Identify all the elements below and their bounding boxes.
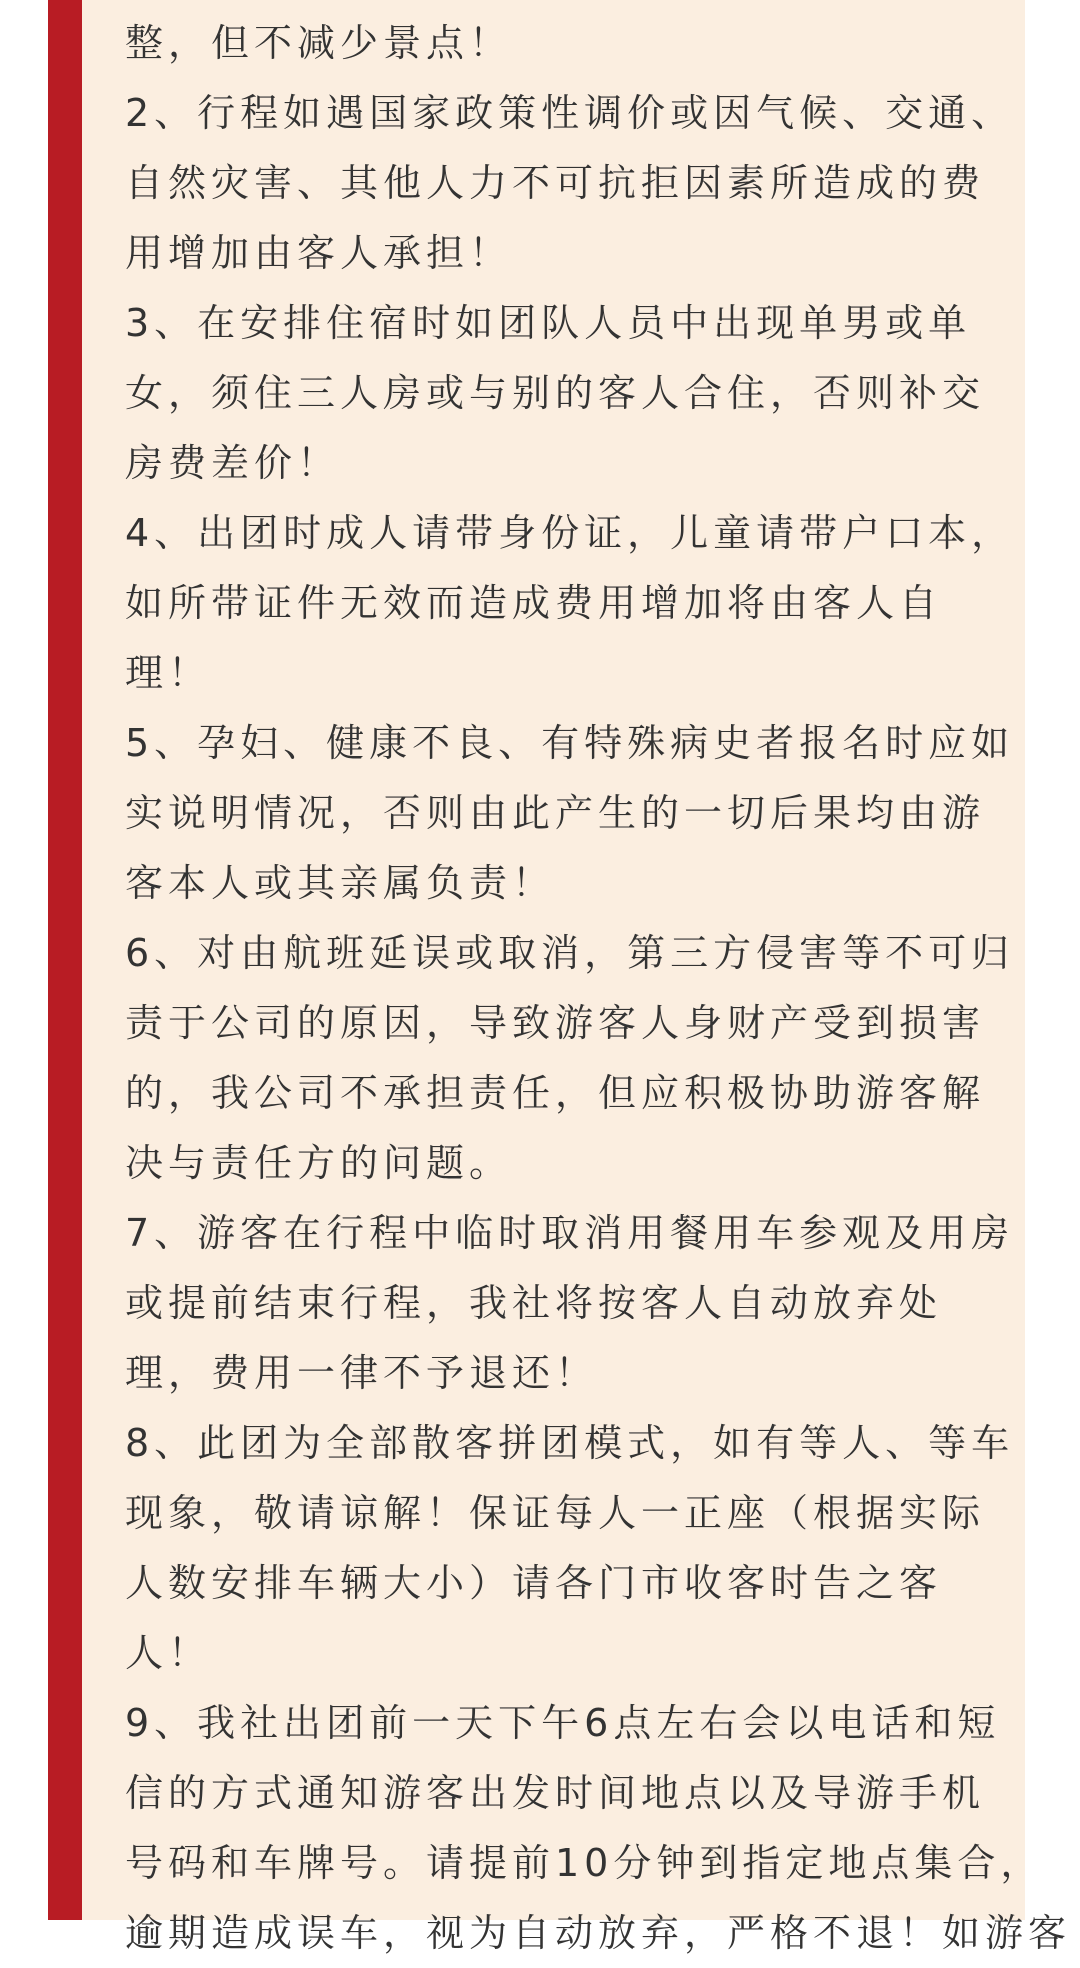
notice-line: 人数安排车辆大小）请各门市收客时告之客 (125, 1561, 943, 1605)
accent-bar (48, 0, 82, 1920)
notice-line: 7、游客在行程中临时取消用餐用车参观及用房 (125, 1211, 1015, 1255)
notice-line: 人！ (125, 1631, 212, 1675)
notice-line: 理，费用一律不予退还！ (125, 1351, 599, 1395)
notice-line: 的，我公司不承担责任，但应积极协助游客解 (125, 1071, 986, 1115)
notice-line: 责于公司的原因，导致游客人身财产受到损害 (125, 1001, 986, 1045)
notice-line: 8、此团为全部散客拼团模式，如有等人、等车 (125, 1421, 1015, 1465)
notice-line: 整，但不减少景点！ (125, 21, 513, 65)
notice-line: 5、孕妇、健康不良、有特殊病史者报名时应如 (125, 721, 1015, 765)
notice-line: 号码和车牌号。请提前10分钟到指定地点集合， (125, 1841, 1044, 1885)
notice-line: 用增加由客人承担！ (125, 231, 513, 275)
notice-line: 6、对由航班延误或取消，第三方侵害等不可归 (125, 931, 1015, 975)
notice-line: 2、行程如遇国家政策性调价或因气候、交通、 (125, 91, 1015, 135)
notice-line: 房费差价！ (125, 441, 341, 485)
notice-line: 女，须住三人房或与别的客人合住，否则补交 (125, 371, 986, 415)
notice-line: 4、出团时成人请带身份证，儿童请带户口本， (125, 511, 1015, 555)
notice-line: 3、在安排住宿时如团队人员中出现单男或单 (125, 301, 972, 345)
notice-line: 客本人或其亲属负责！ (125, 861, 556, 905)
notice-line: 实说明情况，否则由此产生的一切后果均由游 (125, 791, 986, 835)
notice-line: 决与责任方的问题。 (125, 1141, 513, 1185)
notice-line: 信的方式通知游客出发时间地点以及导游手机 (125, 1771, 986, 1815)
notice-text (125, 8, 1072, 1955)
notice-line: 理！ (125, 651, 212, 695)
notice-line: 自然灾害、其他人力不可抗拒因素所造成的费 (125, 161, 986, 205)
notice-line: 或提前结束行程，我社将按客人自动放弃处 (125, 1281, 943, 1325)
notice-line: 逾期造成误车，视为自动放弃，严格不退！如游客 (125, 1911, 1072, 1955)
notice-line: 9、我社出团前一天下午6点左右会以电话和短 (125, 1701, 1001, 1745)
notice-line: 如所带证件无效而造成费用增加将由客人自 (125, 581, 943, 625)
notice-line: 现象，敬请谅解！保证每人一正座（根据实际 (125, 1491, 986, 1535)
